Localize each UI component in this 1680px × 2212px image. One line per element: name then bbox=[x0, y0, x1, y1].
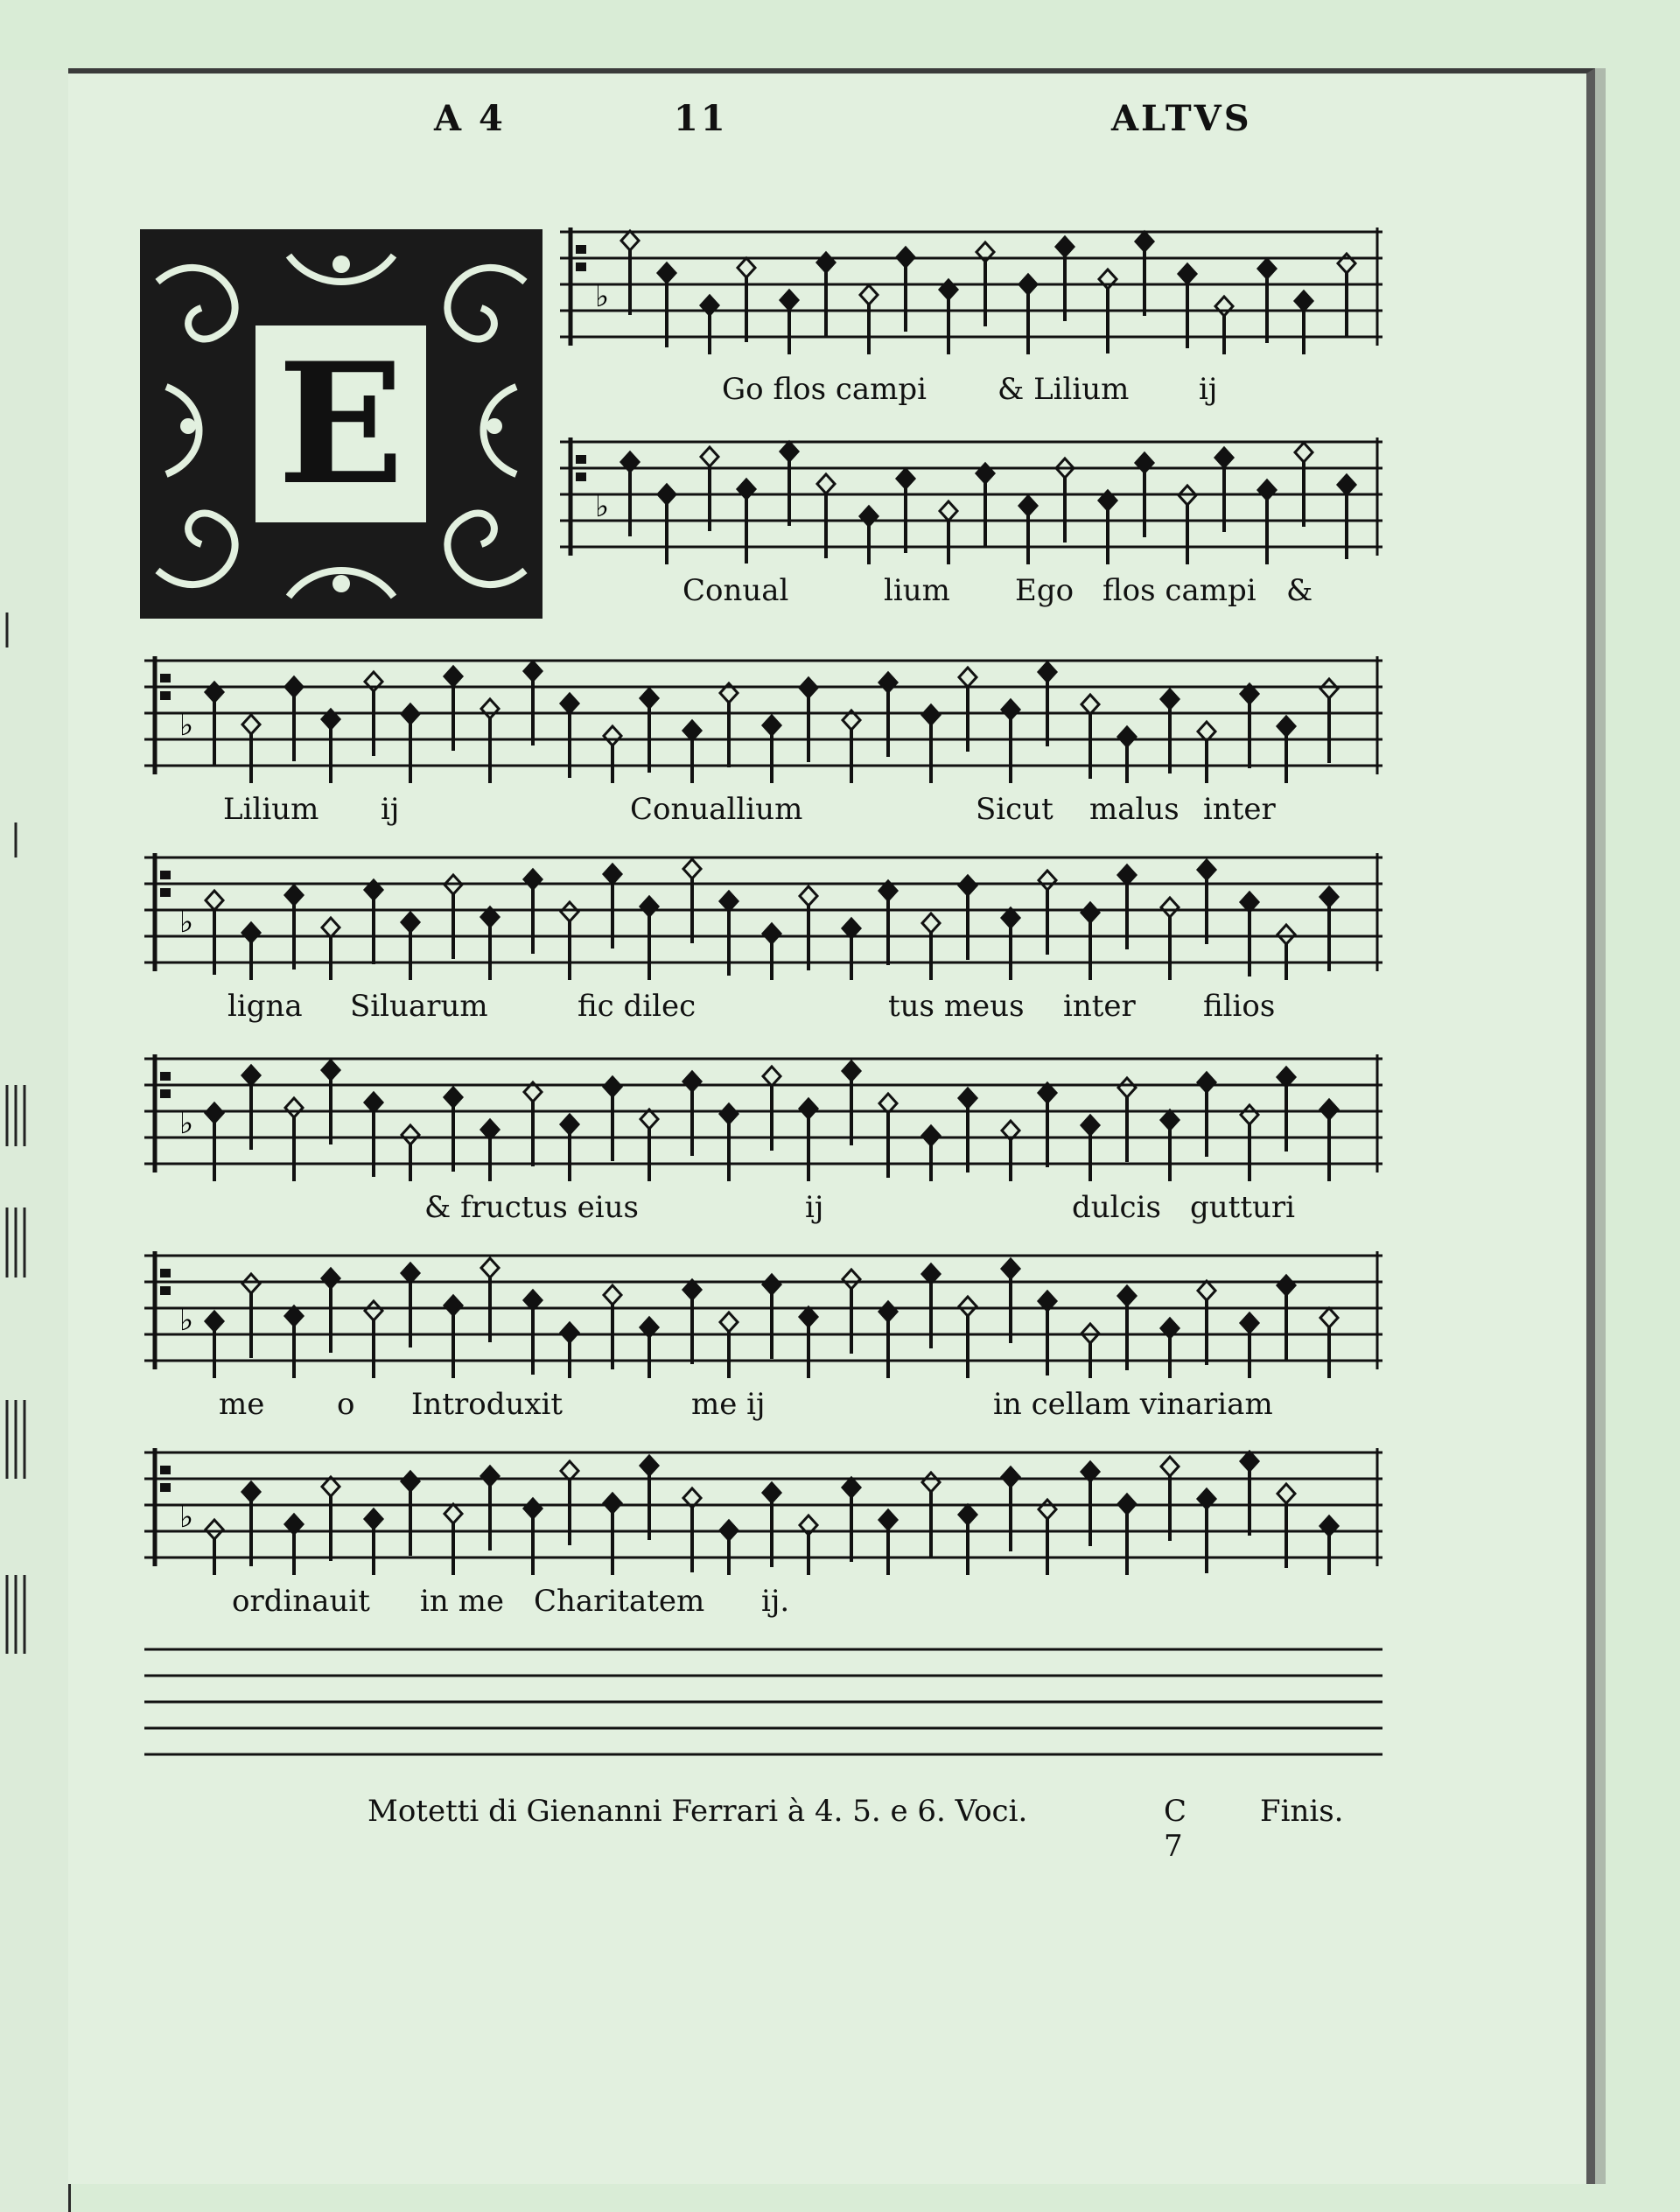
note-mark bbox=[1278, 1276, 1295, 1360]
note-mark bbox=[322, 1477, 340, 1561]
lyric: Conual bbox=[682, 573, 789, 608]
note-mark bbox=[1295, 291, 1312, 354]
note-mark bbox=[843, 710, 860, 783]
note-mark bbox=[640, 1318, 658, 1378]
lyric: ordinauit bbox=[232, 1584, 370, 1619]
finis-text: Finis. bbox=[1260, 1794, 1344, 1829]
note-mark bbox=[1241, 684, 1258, 768]
lyric: gutturi bbox=[1190, 1190, 1296, 1225]
note-mark bbox=[922, 914, 940, 980]
note-mark bbox=[1241, 1313, 1258, 1378]
note-mark bbox=[800, 886, 817, 970]
note-mark bbox=[1198, 860, 1215, 944]
lyric: me bbox=[219, 1387, 265, 1422]
note-mark bbox=[481, 699, 499, 783]
note-mark bbox=[640, 1456, 658, 1540]
note-mark bbox=[1241, 1105, 1258, 1181]
lyric: me ij bbox=[691, 1387, 766, 1422]
note-mark bbox=[658, 263, 676, 347]
note-mark bbox=[817, 253, 835, 337]
note-mark bbox=[206, 682, 223, 766]
lyric: Ego bbox=[1015, 573, 1074, 608]
note-mark bbox=[524, 1291, 542, 1375]
initial-letter: E bbox=[277, 326, 404, 522]
lyric: dulcis bbox=[1072, 1190, 1161, 1225]
note-mark bbox=[1118, 1286, 1136, 1370]
note-mark bbox=[206, 1103, 223, 1181]
lyric: Introduxit bbox=[411, 1387, 564, 1422]
note-mark bbox=[524, 1082, 542, 1166]
note-mark bbox=[683, 1280, 701, 1364]
note-mark bbox=[1019, 496, 1037, 564]
note-mark bbox=[683, 1072, 701, 1156]
note-mark bbox=[402, 704, 419, 783]
note-mark bbox=[658, 485, 676, 564]
svg-text:♭: ♭ bbox=[179, 905, 194, 940]
note-mark bbox=[1161, 1319, 1179, 1378]
note-mark bbox=[1198, 1281, 1215, 1365]
note-mark bbox=[940, 280, 957, 354]
footer-title: Motetti di Gienanni Ferrari à 4. 5. e 6. Voci. bbox=[368, 1794, 1028, 1829]
note-mark bbox=[1258, 259, 1276, 343]
note-mark bbox=[1258, 480, 1276, 564]
note-mark bbox=[1198, 1073, 1215, 1157]
svg-text:♭: ♭ bbox=[179, 1500, 194, 1535]
note-mark bbox=[444, 875, 462, 959]
note-mark bbox=[322, 1269, 340, 1353]
note-mark bbox=[959, 1505, 976, 1575]
note-mark bbox=[1320, 1308, 1338, 1378]
note-mark bbox=[444, 1088, 462, 1172]
note-mark bbox=[897, 469, 914, 553]
note-mark bbox=[481, 1258, 499, 1342]
note-mark bbox=[242, 715, 260, 783]
staff-1 bbox=[560, 223, 1382, 363]
lyric: filios bbox=[1203, 989, 1276, 1024]
staff-6 bbox=[144, 1247, 1382, 1387]
note-mark bbox=[922, 1473, 940, 1557]
note-mark bbox=[843, 1061, 860, 1145]
note-mark bbox=[1198, 722, 1215, 783]
note-mark bbox=[402, 913, 419, 980]
lyric: Siluarum bbox=[350, 989, 488, 1024]
note-mark bbox=[1056, 237, 1074, 321]
note-mark bbox=[701, 447, 718, 531]
note-mark bbox=[1082, 1116, 1099, 1181]
note-mark bbox=[365, 1301, 382, 1378]
note-mark bbox=[365, 1509, 382, 1575]
note-mark bbox=[1039, 1083, 1056, 1167]
lyric: lium bbox=[884, 573, 950, 608]
note-mark bbox=[1039, 1500, 1056, 1575]
note-mark bbox=[242, 1482, 260, 1566]
note-mark bbox=[780, 290, 798, 354]
note-mark bbox=[879, 1302, 897, 1378]
svg-text:♭: ♭ bbox=[595, 279, 610, 314]
note-mark bbox=[365, 880, 382, 964]
note-mark bbox=[940, 501, 957, 564]
note-mark bbox=[879, 881, 897, 965]
note-mark bbox=[322, 918, 340, 980]
note-mark bbox=[242, 1274, 260, 1358]
lyric: ij bbox=[1199, 372, 1218, 407]
note-mark bbox=[1039, 662, 1056, 746]
clef-icon bbox=[576, 245, 609, 314]
lyric: Conuallium bbox=[630, 792, 803, 827]
note-mark bbox=[1002, 1467, 1019, 1551]
note-mark bbox=[561, 1461, 578, 1545]
note-mark bbox=[780, 442, 798, 526]
lyric: o bbox=[337, 1387, 355, 1422]
initial-letter-box bbox=[256, 326, 426, 522]
clef-icon bbox=[576, 455, 609, 524]
decorated-initial bbox=[140, 229, 542, 619]
note-mark bbox=[922, 1126, 940, 1181]
lyric: malus bbox=[1089, 792, 1180, 827]
voice-part-title: ALTVS bbox=[1111, 98, 1252, 139]
lyric: inter bbox=[1063, 989, 1136, 1024]
note-mark bbox=[285, 677, 303, 761]
lyric: in cellam vinariam bbox=[993, 1387, 1273, 1422]
lyric: ligna bbox=[228, 989, 303, 1024]
note-mark bbox=[922, 1264, 940, 1348]
note-mark bbox=[444, 1296, 462, 1378]
note-mark bbox=[1002, 908, 1019, 980]
lyric: ij. bbox=[761, 1584, 790, 1619]
note-mark bbox=[879, 1094, 897, 1178]
note-mark bbox=[843, 1478, 860, 1562]
note-mark bbox=[524, 662, 542, 746]
note-mark bbox=[285, 1515, 303, 1575]
note-mark bbox=[1295, 443, 1312, 527]
part-number: A 4 bbox=[434, 98, 506, 139]
staff-5 bbox=[144, 1050, 1382, 1190]
note-mark bbox=[879, 1510, 897, 1575]
note-mark bbox=[561, 1115, 578, 1181]
facing-page-edge bbox=[0, 70, 71, 2212]
lyric: Sicut bbox=[976, 792, 1054, 827]
note-mark bbox=[604, 1494, 621, 1575]
lyric: ij bbox=[805, 1190, 824, 1225]
note-mark bbox=[1002, 1121, 1019, 1181]
note-mark bbox=[1338, 254, 1355, 338]
clef-icon bbox=[160, 1466, 193, 1535]
note-mark bbox=[720, 1312, 738, 1378]
note-mark bbox=[1002, 700, 1019, 783]
note-mark bbox=[720, 1521, 738, 1575]
note-mark bbox=[1082, 1324, 1099, 1378]
note-mark bbox=[1320, 887, 1338, 971]
note-mark bbox=[561, 902, 578, 980]
note-mark bbox=[524, 870, 542, 954]
note-mark bbox=[879, 673, 897, 757]
note-mark bbox=[604, 726, 621, 783]
note-mark bbox=[1056, 458, 1074, 542]
note-mark bbox=[860, 507, 878, 564]
lyric: & bbox=[1286, 573, 1313, 608]
note-mark bbox=[242, 923, 260, 980]
note-mark bbox=[922, 705, 940, 783]
note-mark bbox=[604, 1285, 621, 1369]
staff-3 bbox=[144, 652, 1382, 792]
staff-2 bbox=[560, 433, 1382, 573]
clef-icon bbox=[160, 871, 193, 940]
note-mark bbox=[800, 1516, 817, 1575]
lyric: Go flos campi bbox=[722, 372, 928, 407]
note-mark bbox=[1161, 1110, 1179, 1181]
note-mark bbox=[206, 1520, 223, 1575]
note-mark bbox=[1118, 727, 1136, 783]
lyric: tus meus bbox=[888, 989, 1025, 1024]
note-mark bbox=[1278, 925, 1295, 980]
note-mark bbox=[481, 907, 499, 980]
note-mark bbox=[763, 716, 780, 783]
note-mark bbox=[1179, 486, 1196, 564]
note-mark bbox=[1099, 491, 1116, 564]
note-mark bbox=[683, 859, 701, 943]
note-mark bbox=[206, 1312, 223, 1378]
note-mark bbox=[683, 721, 701, 783]
svg-text:♭: ♭ bbox=[179, 708, 194, 743]
note-mark bbox=[402, 1125, 419, 1181]
note-mark bbox=[1118, 1078, 1136, 1162]
note-mark bbox=[1118, 1494, 1136, 1575]
note-mark bbox=[561, 1323, 578, 1378]
note-mark bbox=[1002, 1259, 1019, 1343]
note-mark bbox=[763, 1275, 780, 1359]
lyric: ij bbox=[381, 792, 400, 827]
note-mark bbox=[763, 1483, 780, 1567]
lyric: fic dilec bbox=[578, 989, 696, 1024]
note-mark bbox=[976, 464, 994, 548]
note-mark bbox=[524, 1499, 542, 1575]
staff-8 bbox=[144, 1641, 1382, 1763]
note-mark bbox=[285, 1306, 303, 1378]
note-mark bbox=[720, 1104, 738, 1181]
note-mark bbox=[720, 683, 738, 767]
note-mark bbox=[1082, 903, 1099, 980]
note-mark bbox=[959, 876, 976, 960]
note-mark bbox=[322, 1060, 340, 1144]
footer bbox=[368, 1794, 1344, 1864]
lyric: & Lilium bbox=[998, 372, 1130, 407]
note-mark bbox=[1136, 232, 1153, 316]
lyric: Charitatem bbox=[534, 1584, 705, 1619]
note-mark bbox=[621, 231, 639, 315]
note-mark bbox=[1278, 1068, 1295, 1152]
svg-text:♭: ♭ bbox=[595, 489, 610, 524]
page-number: 11 bbox=[674, 98, 728, 139]
note-mark bbox=[959, 1088, 976, 1172]
clef-icon bbox=[160, 1072, 193, 1141]
facing-page-staff-marks bbox=[0, 70, 68, 2212]
note-mark bbox=[800, 1307, 817, 1378]
note-mark bbox=[800, 678, 817, 762]
note-mark bbox=[1278, 717, 1295, 783]
note-mark bbox=[640, 1110, 658, 1181]
svg-text:♭: ♭ bbox=[179, 1106, 194, 1141]
staff-4 bbox=[144, 849, 1382, 989]
note-mark bbox=[640, 689, 658, 773]
lyric: Lilium bbox=[223, 792, 319, 827]
note-mark bbox=[640, 897, 658, 980]
note-mark bbox=[1161, 1457, 1179, 1541]
signature-mark: C 7 bbox=[1164, 1794, 1187, 1864]
clef-icon bbox=[160, 1269, 193, 1338]
clef-icon bbox=[160, 674, 193, 743]
lyric: & fructus eius bbox=[424, 1190, 640, 1225]
note-mark bbox=[843, 919, 860, 980]
note-mark bbox=[1278, 1484, 1295, 1568]
lyric: inter bbox=[1203, 792, 1276, 827]
note-mark bbox=[860, 285, 878, 354]
note-mark bbox=[763, 924, 780, 980]
note-mark bbox=[1161, 690, 1179, 774]
note-mark bbox=[402, 1472, 419, 1556]
svg-text:♭: ♭ bbox=[179, 1303, 194, 1338]
note-mark bbox=[285, 886, 303, 970]
note-mark bbox=[1320, 1516, 1338, 1575]
lyric: flos campi bbox=[1102, 573, 1256, 608]
note-mark bbox=[738, 258, 755, 342]
note-mark bbox=[1215, 297, 1233, 354]
note-mark bbox=[322, 710, 340, 783]
note-mark bbox=[444, 1504, 462, 1575]
note-mark bbox=[1241, 892, 1258, 976]
note-mark bbox=[1320, 679, 1338, 763]
note-mark bbox=[481, 1466, 499, 1550]
note-mark bbox=[481, 1120, 499, 1181]
note-mark bbox=[1320, 1100, 1338, 1181]
note-mark bbox=[701, 296, 718, 354]
lyric: in me bbox=[420, 1584, 504, 1619]
note-mark bbox=[1241, 1452, 1258, 1536]
note-mark bbox=[1019, 275, 1037, 354]
note-mark bbox=[897, 248, 914, 332]
staff-7 bbox=[144, 1444, 1382, 1584]
note-mark bbox=[800, 1099, 817, 1181]
note-mark bbox=[604, 1077, 621, 1161]
